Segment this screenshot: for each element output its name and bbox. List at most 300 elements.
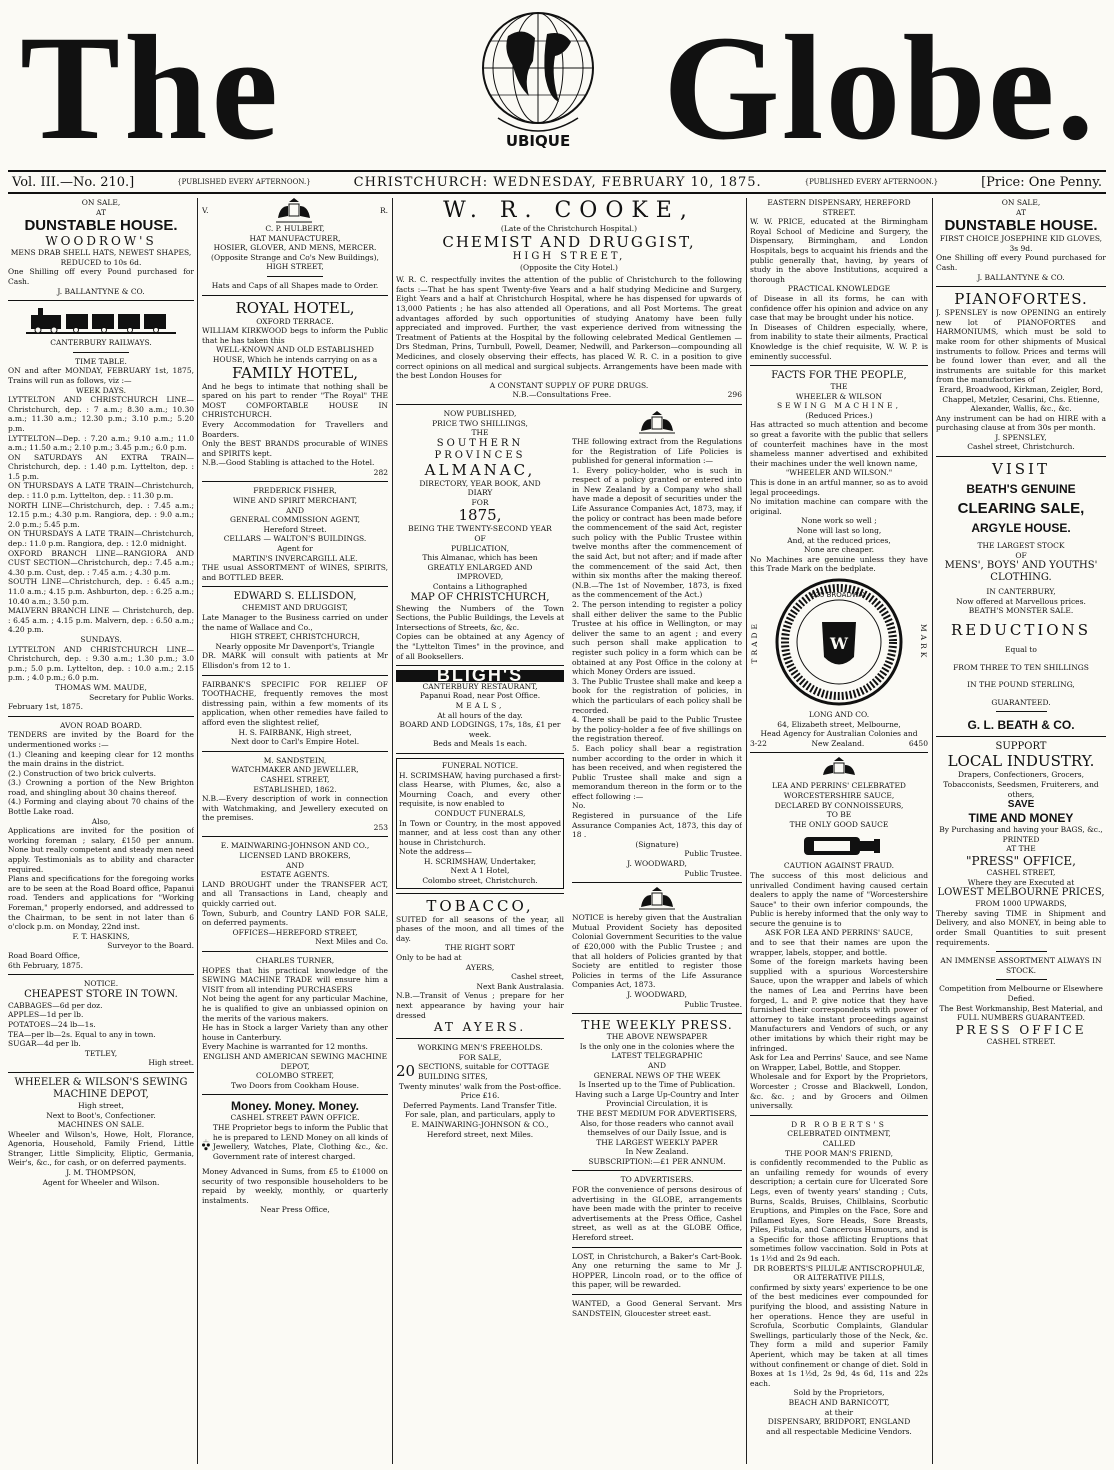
ad-text: THE — [830, 382, 848, 392]
ad-text: SUNDAYS. — [80, 634, 122, 644]
ad-text: BEACH AND BARNICOTT, — [788, 1397, 890, 1407]
ad-text: OF — [474, 534, 486, 544]
ad-text: In New Zealand. — [625, 1147, 689, 1157]
ad-text: AT THE — [1006, 844, 1036, 854]
ad-heading: TOBACCO, — [426, 896, 534, 915]
ad-signature: J. BALLANTYNE & CO. — [57, 286, 145, 296]
ad-number: 20 — [396, 1062, 416, 1081]
ad-heading: C. P. HULBERT, — [265, 224, 325, 233]
ad-text: New Zealand. — [811, 738, 865, 748]
ad-text: Is the only one in the colonies where the — [579, 1041, 735, 1051]
ad-text: Money Advanced in Sums, from £5 to £1000 on security of two responsible householders to be repaid by weekly, monthly, or quarterly instalments. — [202, 1166, 388, 1205]
ad-heading: SUPPORT — [995, 741, 1047, 753]
ad-text: PRICE TWO SHILLINGS, — [432, 418, 528, 428]
ad-ellisdon-chemist — [202, 591, 388, 670]
royal-crest-icon — [627, 887, 687, 911]
ad-text: FROM 1000 UPWARDS, — [975, 899, 1067, 909]
ad-to-advertisers — [572, 1175, 742, 1242]
ad-text: LOST, in Christchurch, a Baker's Cart-Book. Any one returning the same to Mr J. HOPPER, Lincoln road, or to the office of this paper, will be rewarded. — [572, 1251, 742, 1290]
ad-text: WANTED, a Good General Servant. Mrs SANDSTEIN, Gloucester street east. — [572, 1299, 742, 1318]
ad-heading: WOODROW'S — [45, 234, 157, 249]
ad-text: Sold by the Proprietors, — [793, 1388, 885, 1398]
ad-signature: J. SPENSLEY, — [995, 432, 1047, 442]
ad-signature: THOMAS WM. MAUDE, — [55, 682, 147, 692]
ad-heading: 1875, — [458, 506, 502, 525]
ad-text: N.B.—Transit of Venus ; prepare for her next appearance by having your hair dressed — [396, 991, 564, 1020]
column-5 — [936, 198, 1106, 1464]
ad-text: Wheeler and Wilson's, Howe, Holt, Florance, Agenoria, Household, Family Friend, Little Stranger, Little Simplicity, Eliptic, Germania, Weir's, &c., for cash, or on deferred payments. — [8, 1129, 194, 1168]
royal-crest-icon — [627, 411, 687, 435]
ad-text: Now offered at Marvellous prices. — [956, 596, 1086, 606]
ad-text: 3. The Public Trustee shall make and keep a book for the registration of policies, in which the particulars of each policy shall be recorded. — [572, 676, 742, 715]
seal-address: 625 BROADWAY — [811, 590, 867, 599]
ad-wanted-servant — [572, 1299, 742, 1318]
ad-text: AT — [1015, 207, 1026, 217]
ad-text: WELL-KNOWN AND OLD ESTABLISHED HOUSE, Which he intends carrying on as a — [212, 345, 378, 364]
ad-heading: WORKING MEN'S FREEHOLDS. — [417, 1043, 543, 1053]
place-date: CHRISTCHURCH: WEDNESDAY, FEBRUARY 10, 1875. — [353, 174, 762, 190]
ad-text: BEING THE TWENTY-SECOND YEAR — [408, 524, 552, 534]
ad-text: Ask for Lea and Perrins' Sauce, and see Name on Wrapper, Label, Bottle, and Stopper. — [750, 1053, 928, 1072]
ad-text: Shewing the Numbers of the Town Sections, the Public Buildings, the Levels at Intersections of Streets, &c, &c. — [396, 603, 564, 632]
column-3-right — [572, 409, 742, 1320]
ad-text: GREATLY ENLARGED AND — [427, 562, 533, 572]
ad-text: CASHEL STREET, — [986, 867, 1056, 877]
ad-text: FAIRBANK'S SPECIFIC FOR RELIEF OF TOOTHACHE, frequently removes the most distressing pain, within a few moments of its application, when other remedies have failed to afford even the slightest relief, — [202, 679, 388, 727]
ad-text: Papanui Road, near Post Office. — [419, 691, 541, 701]
ad-text: Only to be had at — [396, 953, 462, 963]
ad-text: Every Machine is warranted for 12 months. — [202, 1042, 368, 1052]
ad-text: TENDERS are invited by the Board for the undermentioned works :— — [8, 730, 194, 749]
ad-text: WATCHMAKER AND JEWELLER, — [231, 765, 359, 775]
published-note-left: {PUBLISHED EVERY AFTERNOON.} — [177, 178, 311, 186]
ad-text: THE usual ASSORTMENT of WINES, SPIRITS, and BOTTLED BEER. — [202, 563, 388, 582]
ad-text: A CONSTANT SUPPLY OF PURE DRUGS. — [489, 380, 649, 390]
ad-heading: Money. Money. Money. — [230, 1099, 359, 1114]
ad-heading: CANTERBURY RAILWAYS. — [50, 338, 152, 348]
ad-text: And he begs to intimate that nothing shall be spared on his part to render "The Royal" THE MOST COMFORTABLE HOUSE IN CHRISTCHURCH. — [202, 381, 388, 420]
ad-text: Registered in pursuance of the Life Assurance Companies Act, 1873, this day of 18 . — [572, 811, 742, 840]
ad-text: ON SALE, — [81, 198, 121, 207]
ad-heading: CLEARING SALE, — [957, 500, 1085, 518]
column-2 — [202, 198, 388, 1464]
ad-text: FROM THREE TO TEN SHILLINGS — [953, 662, 1089, 672]
ad-text: Next door to Carl's Empire Hotel. — [230, 737, 360, 747]
ad-text: HOPES that his practical knowledge of the SEWING MACHINE TRADE will ensure him a VISIT from all intending PURCHASERS — [202, 965, 388, 994]
ad-heading: TIME AND MONEY — [968, 811, 1074, 826]
ad-text: THE — [471, 428, 489, 438]
ad-text: Copies can be obtained at any Agency of the "Lyttelton Times" in the province, and of all Booksellers. — [396, 632, 564, 661]
ad-text: CALLED — [822, 1138, 856, 1148]
ad-text: GENERAL NEWS OF THE WEEK — [593, 1070, 721, 1080]
ad-text: N.B.—Consultations Free. — [512, 390, 612, 400]
ad-text: Beds and Meals 1s each. — [432, 739, 528, 749]
ad-text: THE LARGEST WEEKLY PAPER — [596, 1137, 718, 1147]
ad-text: Road Board Office, — [8, 950, 80, 960]
ad-number: 6450 — [908, 738, 928, 748]
ad-text: WORCESTERSHIRE SAUCE, — [783, 790, 895, 800]
column-1 — [8, 198, 194, 1464]
train-engraving-icon — [26, 305, 176, 335]
ad-tobacco-ayers — [396, 898, 564, 1035]
ad-text: (Late of the Christchurch Hospital.) — [500, 224, 638, 233]
ad-text: OFFICES—HEREFORD STREET, — [232, 927, 358, 937]
ad-text: 4. There shall be paid to the Public Trustee by the policy-holder a fee of five shillings on the registration thereof. — [572, 715, 742, 744]
ad-text: (Signature) — [635, 839, 679, 849]
ad-text: Plans and specifications for the foregoing works are to be seen at the Road Board office, Papanui road. Tenders and applications for "Working Foreman," properly endorsed, and addressed to the Chairman, to be sent in not later than 6 o'clock p.m. on Monday, 22nd inst. — [8, 874, 194, 932]
ad-text: Equal to — [1005, 645, 1037, 655]
ad-text: Secretary for Public Works. — [89, 692, 194, 702]
ad-text: Town, Suburb, and Country LAND FOR SALE, on deferred payments. — [202, 908, 388, 928]
ad-text: AND — [648, 1060, 666, 1070]
ad-heading: FACTS FOR THE PEOPLE, — [771, 370, 907, 382]
ad-heading: BLIGH'S — [396, 670, 564, 682]
column-4 — [750, 198, 928, 1464]
ad-text: The success of this most delicious and unrivalled Condiment having caused certain dealers to apply the name of "Worcestershire Sauce" to their own inferior compounds, the Public is hereby informed that the only way to secure the genuine is to — [750, 870, 928, 928]
ad-text: SUGAR—4d per lb. — [8, 1039, 81, 1049]
ad-text: THE BEST MEDIUM FOR ADVERTISERS, — [577, 1108, 737, 1118]
ad-text: No imitation machine can compare with the original. — [750, 497, 928, 516]
ad-heading: REDUCTIONS — [950, 621, 1092, 640]
ad-text: CABBAGES—6d per doz. — [8, 1000, 103, 1010]
ad-text: Two Doors from Cookham House. — [231, 1080, 359, 1090]
ad-text: Not being the agent for any particular Machine, he is qualified to give an unbiassed opinion on the merits of the various makers. — [202, 994, 388, 1023]
ad-funeral-notice — [396, 758, 564, 889]
ad-text: (2.) Construction of two brick culverts. — [8, 768, 156, 778]
ad-heading: DUNSTABLE HOUSE. — [944, 217, 1098, 235]
ad-text: THE ONLY GOOD SAUCE — [789, 819, 889, 829]
ad-number: 253 — [373, 822, 388, 832]
ad-signature: TETLEY, — [84, 1048, 118, 1058]
ad-text: The Best Workmanship, Best Material, and — [939, 1003, 1103, 1013]
crest-letter: R. — [379, 206, 388, 216]
crest-letter: V. — [202, 206, 209, 216]
ad-avon-road-board — [8, 721, 194, 970]
ad-heading: THE WEEKLY PRESS. — [581, 1018, 733, 1033]
ad-text: This Almanac, which has been — [422, 553, 538, 563]
ad-text: (Opposite the City Hotel.) — [520, 262, 618, 272]
ad-heading: E. MAINWARING-JOHNSON AND CO., LICENSED LAND BROKERS, — [220, 841, 370, 861]
ad-text: Any instrument can be had on HIRE with a purchasing clause at from 30s per month. — [936, 413, 1106, 433]
ad-frederick-fisher — [202, 486, 388, 582]
ad-text: FOR — [471, 497, 489, 507]
ad-text: OF — [1015, 550, 1027, 560]
mark-label: MARK — [919, 623, 928, 661]
ad-heading: SAVE — [1007, 799, 1035, 811]
ad-heading: PRESS OFFICE — [955, 1022, 1087, 1037]
sauce-bottle-icon — [794, 831, 884, 859]
ad-text: THE ABOVE NEWSPAPER — [606, 1032, 708, 1042]
ad-almanac — [396, 409, 564, 661]
ad-signature: F. T. HASKINS, — [72, 931, 130, 941]
ad-text: FOR SALE, — [458, 1052, 502, 1062]
ad-heading: ALMANAC, — [424, 460, 536, 479]
ad-text: Twenty minutes' walk from the Post-office. Price £16. — [398, 1081, 562, 1101]
ad-text: Public Trustee. — [684, 999, 742, 1009]
ad-text: By Purchasing and having your BAGS, &c., PRINTED — [939, 825, 1103, 844]
ad-text: CAUTION AGAINST FRAUD. — [783, 861, 895, 871]
pawnbroker-balls-icon — [202, 1123, 210, 1167]
ad-text: DIRECTORY, YEAR BOOK, AND — [419, 478, 541, 488]
ad-text: THE following extract from the Regulations for the Registration of Life Policies is published for general information :— — [572, 436, 742, 466]
ad-text: POTATOES—24 lb—1s. — [8, 1019, 96, 1029]
ad-heading: CHARLES TURNER, — [255, 956, 335, 965]
ad-text: Is Inserted up to the Time of Publication. — [578, 1080, 736, 1090]
ad-text: None will last so long, — [796, 526, 882, 535]
ad-text: 5. Each policy shall bear a registration number according to the order in which it has been received, and when registered the Public Trustee shall make and sign a memorandum thereon in the form or to the effect following :— — [572, 743, 742, 801]
ad-text: Also, for those readers who cannot avail themselves of our Daily Issue, and is — [580, 1118, 734, 1138]
ad-text: ON THURSDAYS A LATE TRAIN—Christchurch, dep.: 11.0 p.m. Rangiora, dep. : 12.0 midnight. — [8, 529, 194, 549]
trade-mark-seal-icon — [774, 577, 904, 707]
ad-text: IN THE POUND STERLING, — [967, 680, 1075, 690]
ad-text: N.B.—Good Stabling is attached to the Hotel. — [202, 458, 375, 468]
ad-text: MENS DRAB SHELL HATS, NEWEST SHAPES, — [10, 248, 192, 258]
ad-working-mens-freeholds — [396, 1043, 564, 1139]
ad-signature: H. S. FAIRBANK, High street, — [238, 727, 352, 737]
ad-text: NOW PUBLISHED, — [443, 408, 517, 418]
ad-text: OXFORD BRANCH LINE—RANGIORA AND CUST SECTION—Christchurch, dep.: 7.45 a.m.; 4.30 p.m. Cust, dep. : 7.45 a.m. ; 4.30 p.m. — [8, 548, 194, 577]
ad-text: BOARD AND LODGINGS, 17s, 18s, £1 per week. — [399, 720, 561, 739]
ad-text: HAT MANUFACTURER, — [249, 233, 341, 243]
ad-text: N.B.—Every description of work in connection with Watchmaking, and Jewellery executed on the premises. — [202, 794, 388, 823]
ad-text: Deferred Payments. Land Transfer Title. — [403, 1100, 557, 1110]
ad-text: (1.) Cleaning and keeping clear for 12 months the main drains in the district. — [8, 749, 194, 769]
ad-text: Next A 1 Hotel, — [450, 866, 510, 876]
ad-text: W. W. PRICE, educated at the Birmingham Royal School of Medicine and Surgery, the Dispensary, Birmingham, and London Hospitals, begs to acquaint his friends and the public generally that, having, by years of study in the above Institutions, acquired a thorough — [750, 217, 928, 284]
dateline — [8, 170, 1106, 194]
ad-signature: J. BALLANTYNE & CO. — [977, 272, 1065, 282]
ad-text: Next Bank Australasia. — [476, 981, 564, 991]
ad-text: APPLES—1d per lb. — [8, 1010, 84, 1020]
ad-text: High street, — [78, 1100, 124, 1110]
ad-text: Cashel street, Christchurch. — [967, 442, 1075, 452]
ad-text: PUBLICATION, — [450, 543, 509, 553]
ad-text: Agent for — [277, 544, 313, 554]
ad-text: Next to Boot's, Confectioner. — [46, 1110, 156, 1120]
ad-text: High street. — [148, 1058, 194, 1068]
ad-text: Drapers, Confectioners, Grocers, Tobacconists, Seedsmen, Fruiterers, and others, — [943, 770, 1099, 799]
ad-text: ON THURSDAYS A LATE TRAIN—Christchurch, dep. : 11.0 p.m. Lyttelton, dep. : 11.30 p.m. — [8, 481, 194, 501]
ad-heading: CHEMIST AND DRUGGIST, — [442, 232, 696, 251]
ad-text: 2. The person intending to register a policy shall either deliver the same to the Public Trustee at his office in Wellington, or may deliver the same to an agent ; and every such person shall make application to register such policy in a form which can be obtained at any Post Office in the colony at which Money Orders are issued. — [572, 600, 742, 677]
ad-text: ON SALE, — [1001, 198, 1041, 207]
ad-text: At all hours of the day. — [437, 710, 523, 720]
ad-text: Erard, Broadwood, Kirkman, Zeigler, Bord, Chappel, Metzler, Cesarini, Chs. Etienne, Alexander, Wallis, &c., &c. — [939, 384, 1103, 414]
ad-text: Late Manager to the Business carried on under the name of Wallace and Co., — [202, 613, 388, 632]
ad-text: Where they are Executed at — [967, 877, 1075, 887]
ad-wheeler-wilson-depot — [8, 1077, 194, 1187]
ad-text: Every Accommodation for Travellers and Boarders. — [202, 419, 388, 439]
ad-heading: SOUTHERN PROVINCES — [434, 437, 526, 461]
ad-text: TO BE — [826, 810, 852, 820]
ad-heading: BEATH'S GENUINE — [966, 482, 1076, 497]
ad-text: AN IMMENSE ASSORTMENT ALWAYS IN STOCK. — [940, 956, 1102, 975]
ad-text: Agent for Wheeler and Wilson. — [42, 1177, 160, 1187]
ad-text: Hereford Street. — [263, 524, 327, 534]
ad-text: HOSIER, GLOVER, AND MENS, MERCER. — [213, 243, 377, 253]
ad-text: DR. MARK will consult with patients at Mr Ellisdon's from 12 to 1. — [202, 651, 388, 670]
ad-life-policies — [572, 411, 742, 878]
ad-text: SUBSCRIPTION:—£1 PER ANNUM. — [588, 1156, 726, 1166]
ad-text: For sale, plan, and particulars, apply to — [405, 1110, 555, 1120]
ad-text: (4.) Forming and claying about 70 chains of the Bottle Lake road. — [8, 797, 194, 817]
ad-heading: G. L. BEATH & CO. — [967, 718, 1075, 733]
ad-text: MALVERN BRANCH LINE — Christchurch, dep. : 6.45 a.m. ; 4.15 p.m. Malvern, dep. : 6.50 a.m.; 4.20 p.m. — [8, 606, 194, 635]
ad-text: ASK FOR LEA AND PERRINS' SAUCE, — [765, 928, 913, 938]
ad-eastern-dispensary — [750, 198, 928, 361]
ad-text: OXFORD TERRACE. — [256, 316, 334, 326]
ad-wheeler-wilson-facts — [750, 370, 928, 748]
ad-text: DIARY — [467, 488, 493, 498]
ad-text: LAND BROUGHT under the TRANSFER ACT, and all Transactions in Land, cheaply and quickly carried out. — [202, 879, 388, 909]
page-columns — [8, 198, 1106, 1464]
ad-text: Contains a Lithographed — [432, 582, 528, 592]
ad-amp-society — [572, 887, 742, 1009]
ad-heading: TO ADVERTISERS. — [620, 1175, 694, 1185]
ad-heading: DR ROBERTS'S — [791, 1119, 887, 1129]
ad-hulbert-hats — [202, 198, 388, 291]
masthead-motto: UBIQUE — [505, 132, 571, 150]
globe-emblem-icon — [463, 6, 613, 156]
ad-text: ON SATURDAYS AN EXTRA TRAIN—Christchurch, dep. : 1.40 p.m. Lyttelton, dep. : 1.5 p.m. — [8, 452, 194, 481]
ad-heading: W. R. COOKE, — [443, 198, 695, 223]
ad-text: COLOMBO STREET, — [256, 1071, 334, 1081]
ad-text: Competition from Melbourne or Elsewhere Defied. — [939, 984, 1103, 1003]
ad-text: He has in Stock a larger Variety than any other house in Canterbury. — [202, 1023, 388, 1042]
royal-crest-icon — [814, 757, 864, 779]
ad-signature: J. M. THOMPSON, — [66, 1168, 136, 1178]
ad-text: Cashel street, — [511, 972, 564, 982]
ad-text: Wholesale and for Export by the Proprietors, Worcester ; Crosse and Blackwell, London, &c. &c. ; and by Grocers and Oilmen universally. — [750, 1072, 928, 1111]
ad-text: CASHEL STREET PAWN OFFICE. — [230, 1113, 360, 1123]
ad-text: Also, — [91, 816, 111, 826]
ad-text: AYERS, — [465, 962, 495, 972]
masthead-title-left: The — [20, 5, 283, 171]
ad-text: NOTICE is hereby given that the Australian Mutual Provident Society has deposited Colonial Government Securities to the value of £20,000 with the Public Trustee ; and that all holders of Policies granted by that Society are entitled to register those Policies in terms of the Life Assurance Companies Act, 1873. — [572, 913, 742, 990]
ad-text: MEALS, — [455, 700, 505, 710]
ad-text: and to see that their names are upon the wrapper, labels, stopper, and bottle. — [750, 938, 928, 957]
ad-text: FULL NUMBERS GUARANTEED. — [957, 1013, 1085, 1023]
ad-heading: VISIT — [992, 460, 1050, 479]
ad-text: WEEK DAYS. — [76, 385, 126, 395]
ad-text: Public Trustee. — [684, 868, 742, 878]
ad-royal-hotel — [202, 300, 388, 478]
ad-text: AND — [286, 505, 304, 515]
ad-text: NORTH LINE—Christchurch, dep. : 7.45 a.m.; 12.15 p.m.; 4.30 p.m. Rangiora, dep. : 9.0 a.m.; 2.0 p.m.; 5.45 p.m. — [8, 500, 194, 529]
ad-heading: WHEELER & WILSON'S SEWING MACHINE DEPOT, — [14, 1076, 188, 1100]
ad-text: One Shilling off every Pound purchased for Cash. — [936, 253, 1106, 272]
ad-heading: LOWEST MELBOURNE PRICES, — [937, 887, 1105, 899]
ad-text: CELEBRATED OINTMENT, — [787, 1129, 891, 1139]
ad-text: Colombo street, Christchurch. — [422, 876, 538, 886]
ad-text: of Disease in all its forms, he can with confidence offer his opinion and advice on any case that may be brought under his notice. — [750, 293, 928, 323]
ad-pawn-office — [202, 1099, 388, 1215]
ad-text: SOUTH LINE—Christchurch, dep. : 6.45 a.m.; 11.0 a.m.; 4.15 p.m. Ashburton, dep. : 6.25 a.m.; 10.40 a.m.; 3.50 p.m. — [8, 577, 194, 606]
ad-heading: FREDERICK FISHER, — [253, 486, 337, 496]
column-3 — [396, 198, 742, 1464]
ad-text: confirmed by sixty years' experience to be one of the best medicines ever compounded for purifying the blood, and assisting Nature in her operations. Hence they are useful in Scrofula, Scorbutic Complaints, Glandular Swellings, particularly those of the Neck, &c. They form a mild and superior Family Aperient, which may be taken at all times without confinement or change of diet. Sold in Boxes at 1s 1½d, 2s 9d, 4s 6d, 11s and 22s each. — [750, 1282, 928, 1388]
trade-label: TRADE — [750, 620, 759, 664]
ad-text: FOR the convenience of persons desirous of advertising in the GLOBE, arrangements have been made with the printer to receive advertisements at the Press Office, Cashel street, as well as at the GLOBE Office, Hereford street. — [572, 1185, 742, 1243]
ad-heading: EASTERN DISPENSARY, HEREFORD STREET. — [767, 198, 911, 217]
ad-text: Near Press Office, — [260, 1205, 330, 1215]
ad-text: E. MAINWARING-JOHNSON & CO., — [411, 1119, 549, 1129]
ad-sandstein-watchmaker — [202, 756, 388, 833]
ad-dr-roberts — [750, 1120, 928, 1437]
ad-text: THE Proprietor begs to inform the Public that he is prepared to LEND Money on all kinds of Jewellery, Watches, Plate, Clothing &c., &c. Government rate of interest charged. — [212, 1122, 388, 1161]
ad-heading: "PRESS" OFFICE, — [966, 853, 1076, 868]
ad-text: WINE AND SPIRIT MERCHANT, — [233, 496, 357, 506]
ad-signature: J. WOODWARD, — [627, 859, 687, 869]
ad-text: WILLIAM KIRKWOOD begs to inform the Public that he has taken this — [202, 326, 388, 345]
ad-heading: ARGYLE HOUSE. — [971, 521, 1071, 536]
ad-heading: CHEAPEST STORE IN TOWN. — [24, 988, 178, 1000]
ad-heading: PIANOFORTES. — [954, 290, 1088, 309]
ad-text: DR ROBERTS'S PILULÆ ANTISCROPHULÆ, OR ALTERATIVE PILLS, — [753, 1263, 925, 1283]
ad-heading: DUNSTABLE HOUSE. — [24, 217, 178, 235]
ad-text: LYTTELTON AND CHRISTCHURCH LINE—Christchurch, dep. : 7 a.m.; 8.30 a.m.; 10.30 a.m.; 11.30 a.m.; 12.30 p.m.; 3.10 p.m.; 5.20 p.m. — [8, 395, 194, 433]
ad-text: "WHEELER AND WILSON." — [785, 468, 893, 478]
ad-text: Nearly opposite Mr Davenport's, Triangle — [215, 641, 375, 651]
ad-text: FIRST CHOICE JOSEPHINE KID GLOVES, 3s 9d. — [939, 234, 1103, 253]
volume-number: Vol. III.—No. 210.] — [12, 174, 135, 190]
royal-crest-icon — [274, 198, 314, 224]
ad-text: SEWING MACHINE, — [777, 401, 901, 411]
ad-text: TIME TABLE. — [75, 356, 127, 366]
ad-text: And, at the reduced prices, — [787, 535, 891, 545]
ad-text: IN CANTERBURY, — [986, 587, 1056, 597]
ad-text: GENERAL COMMISSION AGENT, — [229, 515, 361, 525]
ad-text: Hats and Caps of all Shapes made to Order. — [211, 280, 379, 290]
ad-text: CASHEL STREET, — [260, 774, 330, 784]
ad-charles-turner — [202, 956, 388, 1090]
ad-heading: AT AYERS. — [433, 1020, 527, 1035]
ad-heading: M. SANDSTEIN, — [263, 755, 327, 765]
ad-text: (3.) Crowning a portion of the New Brighton road, and shingling about 30 chains thereof. — [8, 778, 194, 797]
ad-text: None work so well ; — [801, 516, 877, 526]
ad-text: GUARANTEED. — [991, 697, 1051, 707]
ad-text: No Machines are genuine unless they have this Trade Mark on the bedplate. — [750, 554, 928, 574]
ad-text: HIGH STREET, CHRISTCHURCH, — [230, 632, 360, 642]
ad-signature: J. WOODWARD, — [627, 989, 687, 999]
ad-text: Note the address— — [399, 847, 472, 857]
ad-text: at their — [824, 1407, 854, 1417]
ad-heading: NOTICE. — [83, 979, 119, 989]
ad-text: None are cheaper. — [804, 545, 874, 555]
ad-text: MACHINES ON SALE. — [57, 1120, 145, 1130]
ad-fairbank-toothache — [202, 680, 388, 747]
ad-dunstable-gloves — [936, 198, 1106, 282]
ad-text: 64, Elizabeth street, Melbourne, — [777, 719, 901, 729]
ad-text: IMPROVED, — [456, 572, 504, 582]
ad-text: LATEST TELEGRAPHIC — [611, 1051, 703, 1061]
ad-text: Only the BEST BRANDS procurable of WINES and SPIRITS kept. — [202, 439, 388, 458]
ad-text: (Reduced Prices.) — [805, 410, 873, 420]
ad-text: Applications are invited for the position of working foreman ; salary, £150 per annum. None but really competent and steady men need apply. Testimonials as to ability and character required. — [8, 826, 194, 874]
ad-number: 282 — [373, 467, 388, 477]
ad-blighs-restaurant — [396, 665, 564, 749]
ad-text: Next Miles and Co. — [315, 937, 388, 947]
ad-text: 1. Every policy-holder, who is such in respect of a policy granted or entered into in New Zealand by a Company who shall have made a deposit of securities under the Life Assurance Companies Act, 1873, may, if the policy or contract has been made before the commencement of the said Act, register such policy with the Public Trustee within twelve months after the commencement of the said Act, but not after; and if made after the commencement of the said Act, then within six months after the making thereof. (N.B.—The 1st of November, 1873, is fixed as the commencement of the Act.) — [572, 465, 742, 600]
ad-dunstable-hats — [8, 198, 194, 296]
ad-text: PRACTICAL KNOWLEDGE — [787, 284, 891, 294]
ad-text: LONG AND CO. — [808, 709, 870, 719]
ad-text: DISPENSARY, BRIDPORT, ENGLAND — [767, 1417, 911, 1427]
ad-lost-cart-book — [572, 1252, 742, 1290]
ad-text: TEA—per lb—2s. Equal to any in town. — [8, 1029, 156, 1039]
ad-text: H. SCRIMSHAW, having purchased a first-class Hearse, with Plumes, &c, also a Mourning Coach, and every other requisite, is now enabled to — [399, 770, 561, 809]
ad-beaths-clearing-sale — [936, 461, 1106, 732]
